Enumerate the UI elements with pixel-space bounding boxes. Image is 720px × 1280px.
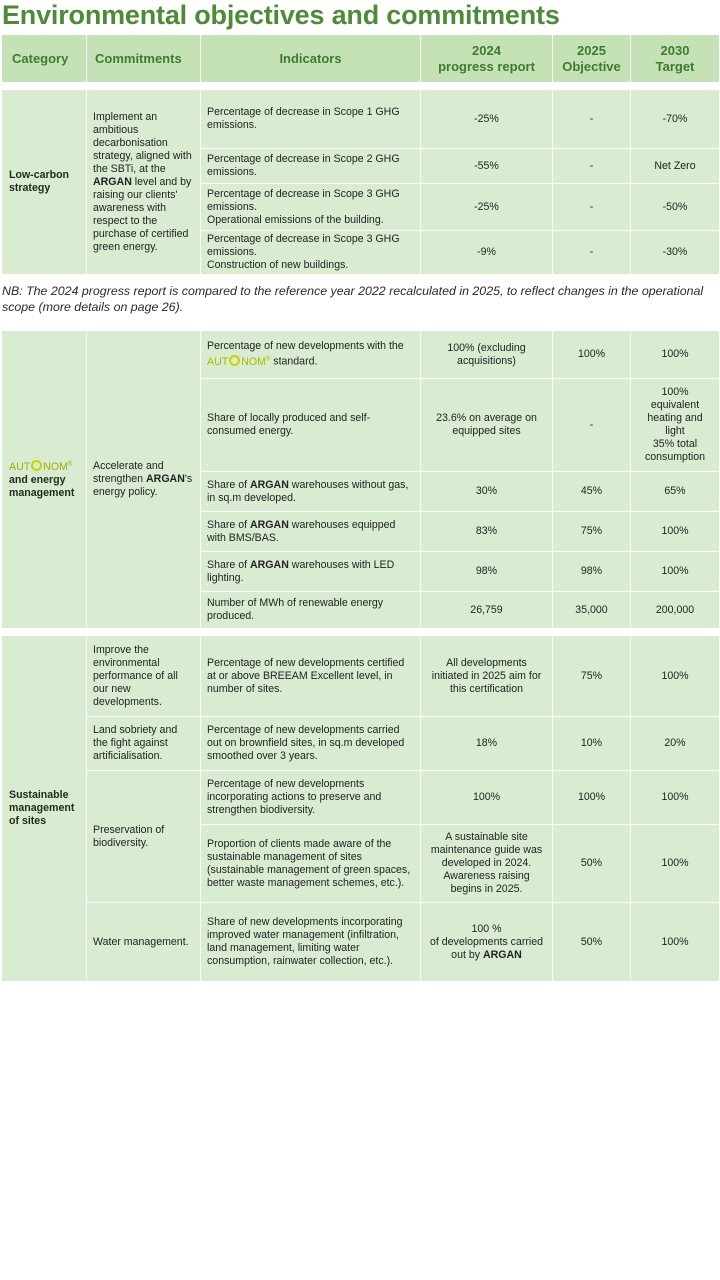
value-2030: -70% <box>631 90 720 149</box>
header-2024-label: progress report <box>438 58 535 74</box>
value-2025: - <box>553 149 631 184</box>
objectives-table-top <box>1 34 720 275</box>
value-2024: -25% <box>421 90 553 149</box>
value-2030: 65% <box>631 472 720 512</box>
indicator: Share of locally produced and self-consumed energy. <box>201 379 421 472</box>
value-2024: 18% <box>421 717 553 771</box>
value-2024: 98% <box>421 552 553 592</box>
logo-text: NOM <box>241 355 266 368</box>
table-row <box>2 717 720 771</box>
commitment: Land sobriety and the fight against artificialisation. <box>87 717 201 771</box>
value-2024: -55% <box>421 149 553 184</box>
value-2024: -9% <box>421 231 553 275</box>
value-2025: 100% <box>553 771 631 825</box>
autonom-logo-inline <box>207 356 270 368</box>
logo-text: NOM <box>43 461 68 474</box>
value-2024: A sustainable site maintenance guide was developed in 2024. Awareness raising begins in 2025. <box>421 825 553 903</box>
indicator-text: Share of <box>207 518 250 531</box>
indicator-text: standard. <box>270 355 318 368</box>
table-row <box>2 331 720 379</box>
value-2030: 100% <box>631 903 720 982</box>
value-2024 <box>421 903 553 982</box>
indicator <box>201 184 421 231</box>
autonom-logo <box>9 461 72 473</box>
indicator-text: Percentage of decrease in Scope 3 GHG emissions. <box>207 233 400 258</box>
commitment: Preservation of biodiversity. <box>87 771 201 903</box>
value-2025: - <box>553 231 631 275</box>
header-category: Category <box>2 35 87 83</box>
value-2024: 26,759 <box>421 592 553 629</box>
header-2025-objective <box>553 35 631 83</box>
category-energy <box>2 331 87 629</box>
argan-name: ARGAN <box>250 558 289 571</box>
value-2024: 83% <box>421 512 553 552</box>
argan-name: ARGAN <box>250 478 289 491</box>
indicator <box>201 512 421 552</box>
indicator-text: Percentage of new developments with the <box>207 340 404 353</box>
logo-text: AUT <box>9 461 31 474</box>
commitment: Water management. <box>87 903 201 982</box>
header-2030-year: 2030 <box>660 42 690 58</box>
table-row <box>2 636 720 717</box>
header-2024-progress <box>421 35 553 83</box>
value-2030: 20% <box>631 717 720 771</box>
argan-name: ARGAN <box>146 473 185 485</box>
value-2025: 10% <box>553 717 631 771</box>
header-2030-target <box>631 35 720 83</box>
argan-name: ARGAN <box>250 518 289 531</box>
value-2025: 35,000 <box>553 592 631 629</box>
indicator: Percentage of new developments incorporating actions to preserve and strengthen biodiversity. <box>201 771 421 825</box>
logo-circle-icon <box>229 355 240 366</box>
indicator <box>201 231 421 275</box>
value-2025: 100% <box>553 331 631 379</box>
indicator: Percentage of new developments certified at or above BREEAM Excellent level, in number of sites. <box>201 636 421 717</box>
commitment-low-carbon <box>87 90 201 275</box>
commitment: Improve the environmental performance of all our new developments. <box>87 636 201 717</box>
value-2030 <box>631 379 720 472</box>
header-2024-year: 2024 <box>472 42 501 58</box>
commitment-text: level and by raising our clients' awareness with respect to the purchase of certified green energy. <box>93 175 192 253</box>
indicator: Percentage of decrease in Scope 1 GHG emissions. <box>201 90 421 149</box>
header-2025-year: 2025 <box>577 42 606 58</box>
target-text: 100% equivalent heating and light <box>647 386 703 437</box>
indicator-text: warehouses without gas, in sq.m developed. <box>207 478 409 504</box>
indicator: Proportion of clients made aware of the sustainable management of sites (sustainable management of green spaces, better waste management schemes, etc.). <box>201 825 421 903</box>
value-2024: 30% <box>421 472 553 512</box>
indicator: Percentage of new developments carried out on brownfield sites, in sq.m developed smoothed over 3 years. <box>201 717 421 771</box>
indicator-text: warehouses with LED lighting. <box>207 558 395 584</box>
value-2024: 23.6% on average on equipped sites <box>421 379 553 472</box>
value-2030: 100% <box>631 512 720 552</box>
indicator: Percentage of decrease in Scope 2 GHG emissions. <box>201 149 421 184</box>
value-2025: 45% <box>553 472 631 512</box>
value-2025: 50% <box>553 825 631 903</box>
footnote: NB: The 2024 progress report is compared to the reference year 2022 recalculated in 2025, to reflect changes in the operational scope (more details on page 26). <box>2 284 704 314</box>
value-2030: 100% <box>631 636 720 717</box>
table-row <box>2 903 720 982</box>
value-2025: 75% <box>553 512 631 552</box>
argan-name: ARGAN <box>482 948 522 961</box>
value-2030: 100% <box>631 825 720 903</box>
argan-name: ARGAN <box>93 175 132 188</box>
commitment-energy <box>87 331 201 629</box>
value-2025: 98% <box>553 552 631 592</box>
indicator: Share of new developments incorporating improved water management (infiltration, land management, limiting water consumption, rainwater collection, etc.). <box>201 903 421 982</box>
indicator-text: Share of <box>207 478 250 491</box>
indicator-subtext: Construction of new buildings. <box>207 259 349 271</box>
value-2030: 200,000 <box>631 592 720 629</box>
value-2025: - <box>553 184 631 231</box>
value-2030: -30% <box>631 231 720 275</box>
header-commitments: Commitments <box>87 35 201 83</box>
indicator <box>201 331 421 379</box>
indicator-subtext: Operational emissions of the building. <box>207 213 384 226</box>
value-2025: 75% <box>553 636 631 717</box>
objectives-table-bottom <box>1 330 720 982</box>
value-2030: 100% <box>631 331 720 379</box>
value-2030: 100% <box>631 552 720 592</box>
category-label: and energy management <box>9 474 75 500</box>
commitment-text: Accelerate and strengthen <box>93 460 164 485</box>
indicator <box>201 552 421 592</box>
commitment-text: 's energy policy. <box>93 473 193 498</box>
commitment-text: Implement an ambitious decarbonisation strategy, aligned with the SBTi, at the <box>93 110 192 175</box>
indicator-text: warehouses equipped with BMS/BAS. <box>207 518 396 544</box>
value-2030: -50% <box>631 184 720 231</box>
table-row <box>2 771 720 825</box>
value-2025: - <box>553 379 631 472</box>
value-2030: Net Zero <box>631 149 720 184</box>
value-2030: 100% <box>631 771 720 825</box>
value-2025: 50% <box>553 903 631 982</box>
category-sites: Sustainable management of sites <box>2 636 87 982</box>
logo-text: AUT <box>207 355 229 368</box>
header-2030-label: Target <box>655 58 695 74</box>
logo-reg: ® <box>265 356 271 363</box>
category-low-carbon: Low-carbon strategy <box>2 90 87 275</box>
indicator <box>201 472 421 512</box>
page-title: Environmental objectives and commitments <box>2 0 560 30</box>
logo-reg: ® <box>67 461 73 468</box>
value-text: 100 % <box>471 922 502 935</box>
value-2024: 100% (excluding acquisitions) <box>421 331 553 379</box>
logo-circle-icon <box>31 460 42 471</box>
indicator: Number of MWh of renewable energy produced. <box>201 592 421 629</box>
target-text: 35% total consumption <box>644 438 706 463</box>
indicator-text: Share of <box>207 558 250 571</box>
header-indicators: Indicators <box>201 35 421 83</box>
value-2024: All developments initiated in 2025 aim for this certification <box>421 636 553 717</box>
table-row <box>2 90 720 149</box>
indicator-text: Percentage of decrease in Scope 3 GHG emissions. <box>207 187 400 213</box>
header-row <box>2 35 720 83</box>
value-2025: - <box>553 90 631 149</box>
value-text: of developments carried out by <box>429 935 544 961</box>
header-2025-label: Objective <box>562 58 621 74</box>
value-2024: 100% <box>421 771 553 825</box>
value-2024: -25% <box>421 184 553 231</box>
